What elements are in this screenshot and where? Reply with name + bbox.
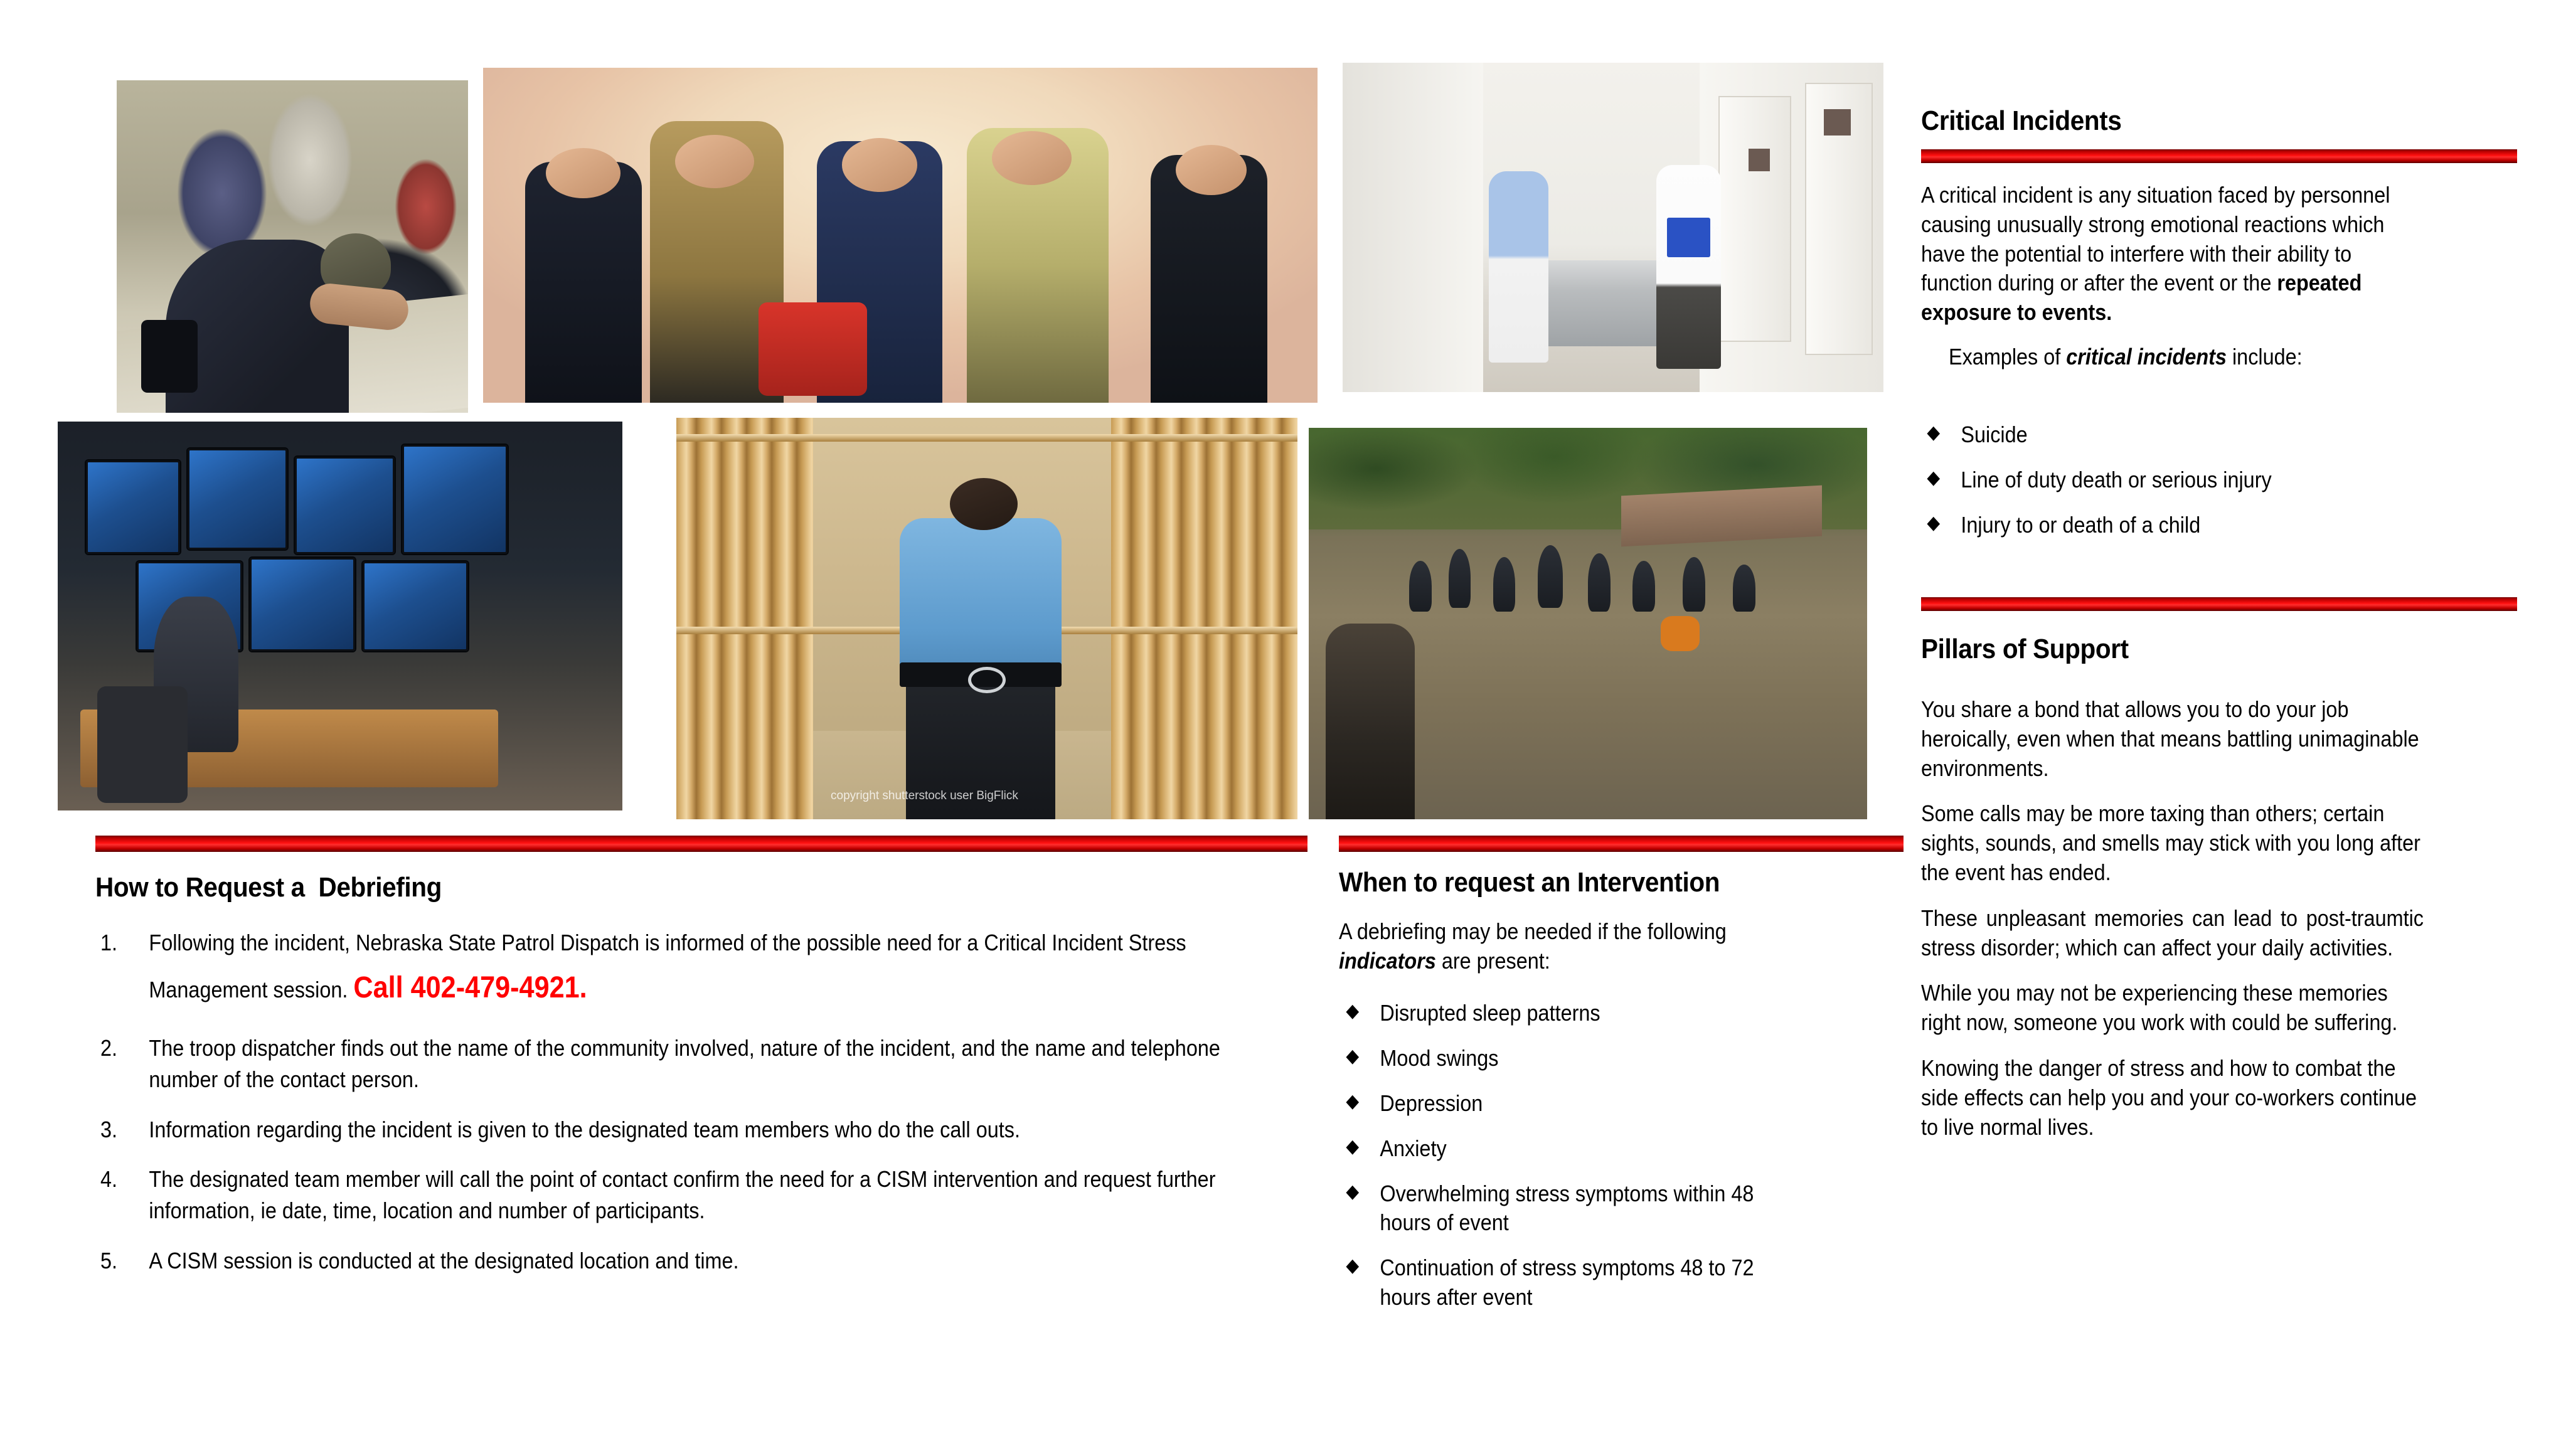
diamond-bullet-icon: ◆ [1927,422,1941,443]
critical-incidents-paragraph [1921,181,2418,327]
list-item-number: 3. [100,1116,118,1142]
pillars-heading: Pillars of Support [1921,634,2129,664]
corrections-officer-photo [676,418,1297,819]
list-item-label: The troop dispatcher finds out the name of the community involved, nature of the incident, and the name and telephone number of the contact person. [149,1035,1220,1093]
pillars-body [1921,695,2479,1142]
critical-incidents-paragraph-emphasis: repeated exposure to events. [1921,270,2362,326]
critical-incidents-section [1921,105,2523,136]
hospital-corridor-photo [1343,63,1883,392]
when-to-request-lead [1339,917,1834,976]
when-to-request-lead-paragraph [1339,917,1785,976]
examples-lead-suffix: include: [2226,343,2303,369]
list-item-label: Disrupted sleep patterns [1380,1000,1600,1026]
list-item [1343,1134,1806,1163]
landslide-rescue-photo [1309,428,1867,819]
first-responders-group-photo [483,68,1318,403]
diamond-bullet-icon: ◆ [1346,1091,1360,1112]
critical-incidents-paragraph-text: A critical incident is any situation faced by personnel causing unusually strong emotional reactions which have the potential to interfere with their ability to function during or after the event or the [1921,182,2390,296]
list-item [1924,420,2432,449]
dispatch-center-photo-art [58,422,622,810]
diamond-bullet-icon: ◆ [1346,1136,1360,1157]
critical-incidents-examples-lead [1949,343,2420,372]
list-item-number: 2. [100,1035,118,1061]
list-item [100,1114,1230,1145]
list-item-label: Line of duty death or serious injury [1961,467,2272,493]
diamond-bullet-icon: ◆ [1346,1001,1360,1021]
lead-suffix: are present: [1435,947,1550,974]
diamond-bullet-icon: ◆ [1346,1181,1360,1203]
examples-lead-prefix: Examples of [1949,343,2067,369]
landslide-rescue-photo-art [1309,428,1867,819]
list-item-number: 5. [100,1247,118,1273]
divider-rule-critical-incidents [1921,149,2517,163]
list-item [1924,465,2432,494]
dispatch-center-photo [58,422,622,810]
list-item-label: Following the incident, Nebraska State Patrol Dispatch is informed of the possible need for a Critical Incident Stress Management session. [149,930,1186,1002]
critical-incidents-examples-list [1924,420,2488,556]
list-item [100,1245,1230,1277]
hospital-corridor-photo-art [1343,63,1883,392]
list-item [100,1164,1230,1226]
list-item-label: Mood swings [1380,1045,1499,1071]
diamond-bullet-icon: ◆ [1927,467,1941,489]
how-to-request-heading: How to Request a Debriefing [95,872,442,903]
divider-rule-middle [1339,836,1904,852]
list-item-label: The designated team member will call the point of contact confirm the need for a CISM intervention and request further information, ie date, time, location and number of participants. [149,1166,1216,1224]
list-item-label: Information regarding the incident is given to the designated team members who do the call outs. [149,1116,1021,1142]
list-item [1343,1044,1806,1073]
list-item-number: 1. [100,930,118,955]
list-item [1343,1089,1806,1118]
pillars-paragraph-1: You share a bond that allows you to do your job heroically, even when that means battling unimaginable environments. [1921,696,2419,781]
grieving-officer-photo-art [117,80,468,413]
critical-incidents-body [1921,181,2473,372]
when-to-request-heading: When to request an Intervention [1339,867,1720,898]
list-item [100,923,1230,1014]
divider-rule-pillars [1921,597,2517,611]
diamond-bullet-icon: ◆ [1927,513,1941,534]
how-to-request-steps-list [100,923,1355,1295]
list-item-label: Suicide [1961,422,2028,447]
list-item-label: Continuation of stress symptoms 48 to 72 hours after event [1380,1255,1754,1310]
list-item [1343,1179,1806,1237]
pillars-paragraph-5: Knowing the danger of stress and how to combat the side effects can help you and your co-workers continue to live normal lives. [1921,1055,2417,1140]
list-item [1343,999,1806,1028]
list-item [1343,1253,1806,1311]
critical-incidents-heading: Critical Incidents [1921,105,2122,136]
list-item-label: Depression [1380,1090,1483,1117]
lead-emphasis: indicators [1339,947,1436,974]
examples-lead-emphasis: critical incidents [2066,343,2227,369]
grieving-officer-photo [117,80,468,413]
first-responders-group-photo-art [483,68,1318,403]
indicators-list [1343,999,1857,1328]
diamond-bullet-icon: ◆ [1346,1046,1360,1067]
pillars-paragraph-4: While you may not be experiencing these memories right now, someone you work with could be suffering. [1921,980,2398,1036]
diamond-bullet-icon: ◆ [1346,1255,1360,1277]
list-item [1924,511,2432,539]
divider-rule-left [95,836,1307,852]
list-item [100,1033,1230,1095]
list-item-label: Overwhelming stress symptoms within 48 hours of event [1380,1181,1754,1236]
photo-watermark: copyright shutterstock user BigFlick [831,789,1018,802]
list-item-label: Injury to or death of a child [1961,512,2201,538]
phone-callout[interactable]: Call 402-479-4921. [353,970,587,1004]
lead-prefix: A debriefing may be needed if the following [1339,918,1727,944]
pillars-section [1921,634,2523,664]
pillars-paragraph-3: These unpleasant memories can lead to post-traumtic stress disorder; which can affect your daily activities. [1921,905,2424,960]
when-to-request-section [1339,867,1904,898]
how-to-request-section [95,872,785,903]
pillars-paragraph-2: Some calls may be more taxing than others; certain sights, sounds, and smells may stick with you long after the event has ended. [1921,800,2420,885]
corrections-officer-photo-art [676,418,1297,819]
list-item-number: 4. [100,1166,118,1193]
list-item-label: Anxiety [1380,1135,1447,1162]
list-item-label: A CISM session is conducted at the designated location and time. [149,1247,739,1273]
